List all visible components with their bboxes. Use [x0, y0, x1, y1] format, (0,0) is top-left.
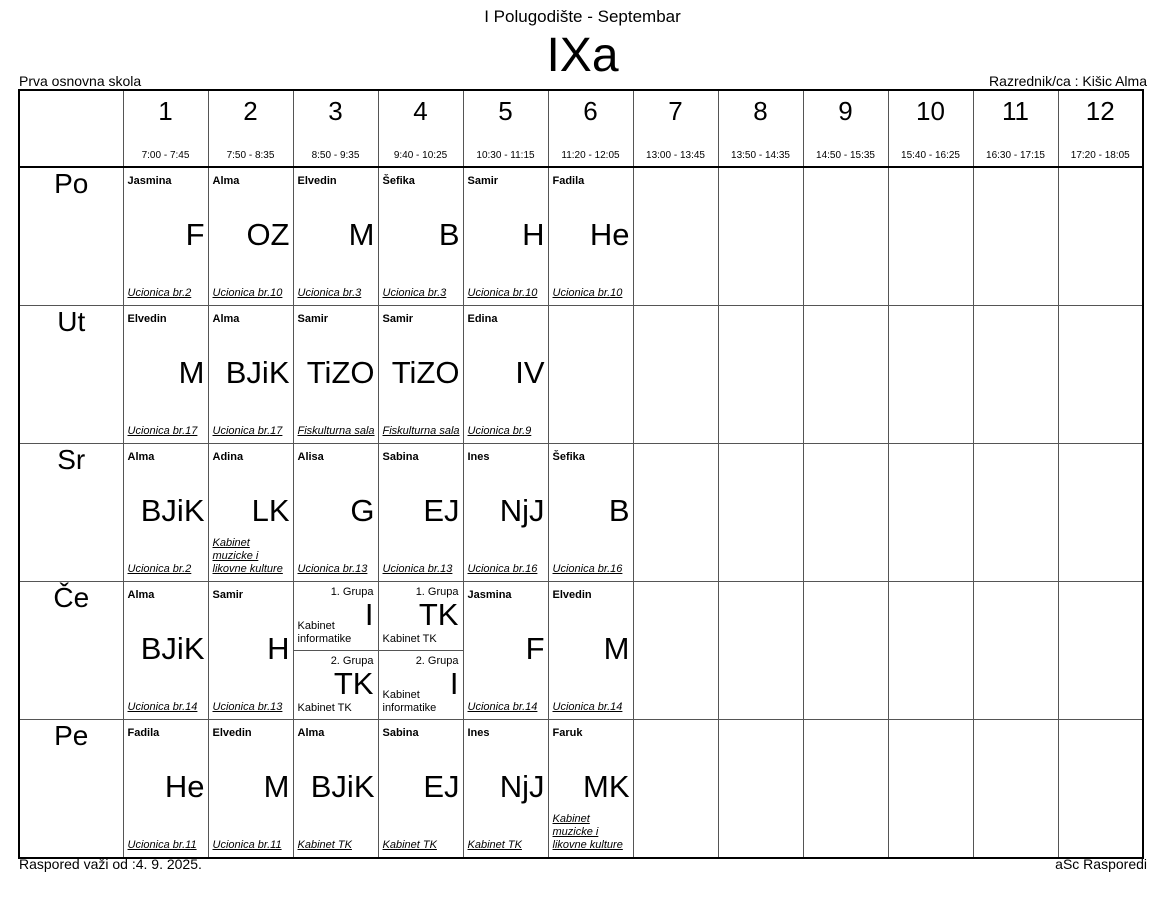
lesson [634, 168, 718, 305]
room-name: Kabinet informatike [297, 620, 352, 645]
subject-code: TK [333, 666, 374, 701]
subject-code: NjJ [499, 493, 545, 528]
lesson-cell [718, 582, 803, 720]
valid-from-note: Raspored važi od :4. 9. 2025. [19, 856, 202, 872]
lesson-cell [548, 306, 633, 444]
lesson [549, 168, 633, 305]
room-name: Kabinet TK [467, 839, 522, 851]
teacher-name: Edina [467, 313, 498, 325]
lesson-cell [803, 720, 888, 859]
lesson-cell [123, 167, 208, 306]
subject-code: EJ [423, 769, 460, 804]
room-name: Ucionica br.3 [297, 287, 362, 299]
day-label: Pe [19, 720, 123, 859]
teacher-name: Ines [467, 451, 490, 463]
subject-code: NjJ [499, 769, 545, 804]
period-number: 9 [838, 96, 853, 126]
period-time: 13:00 - 13:45 [646, 150, 705, 161]
room-name: Fiskulturna sala [297, 425, 375, 437]
room-name: Ucionica br.13 [382, 563, 453, 575]
lesson [889, 306, 973, 443]
lesson-cell [378, 306, 463, 444]
lesson-cell [293, 444, 378, 582]
room-name: Ucionica br.13 [212, 701, 283, 713]
subject-code: B [438, 217, 460, 252]
group-label: 2. Grupa [415, 655, 459, 667]
lesson [464, 168, 548, 305]
room-name: Ucionica br.9 [467, 425, 532, 437]
period-header [123, 90, 208, 167]
lesson-cell [1058, 167, 1143, 306]
room-name: Ucionica br.14 [467, 701, 538, 713]
lesson [464, 720, 548, 857]
subject-code: EJ [423, 493, 460, 528]
lesson-cell [463, 167, 548, 306]
lesson [634, 306, 718, 443]
group-label: 1. Grupa [330, 586, 374, 598]
subject-code: IV [515, 355, 545, 390]
room-name: Ucionica br.16 [552, 563, 623, 575]
lesson [804, 582, 888, 719]
lesson-cell [803, 306, 888, 444]
lesson-cell [973, 720, 1058, 859]
period-header [973, 90, 1058, 167]
period-header [1058, 90, 1143, 167]
subject-code: OZ [246, 217, 290, 252]
teacher-name: Adina [212, 451, 244, 463]
lesson [1059, 168, 1143, 305]
teacher-name: Elvedin [212, 727, 252, 739]
day-row [19, 167, 1143, 306]
room-name: Kabinet TK [382, 839, 437, 851]
lesson [974, 582, 1058, 719]
lesson [719, 582, 803, 719]
lesson [719, 444, 803, 581]
room-name: Ucionica br.14 [127, 701, 198, 713]
subject-code: F [185, 217, 205, 252]
teacher-name: Sabina [382, 451, 419, 463]
lesson [1059, 306, 1143, 443]
period-header [548, 90, 633, 167]
lesson-cell [548, 720, 633, 859]
lesson [124, 168, 208, 305]
day-label: Sr [19, 444, 123, 582]
lesson-cell [123, 720, 208, 859]
teacher-name: Samir [297, 313, 329, 325]
room-name: Fiskulturna sala [382, 425, 460, 437]
period-header [293, 90, 378, 167]
lesson [634, 720, 718, 857]
lesson-cell [548, 582, 633, 720]
lesson-cell [548, 167, 633, 306]
period-header [208, 90, 293, 167]
room-name: Kabinet informatike [382, 689, 437, 714]
lesson-cell [1058, 720, 1143, 859]
teacher-name: Šefika [382, 175, 415, 187]
lesson-cell [973, 306, 1058, 444]
lesson-cell [633, 306, 718, 444]
lesson [974, 444, 1058, 581]
teacher-name: Jasmina [127, 175, 172, 187]
lesson [889, 720, 973, 857]
subject-code: I [364, 597, 374, 632]
lesson-cell [378, 167, 463, 306]
teacher-name: Fadila [552, 175, 585, 187]
lesson-cell [378, 444, 463, 582]
lesson [974, 306, 1058, 443]
subject-code: LK [251, 493, 290, 528]
period-header [888, 90, 973, 167]
group-lesson [379, 651, 463, 719]
subject-code: He [589, 217, 630, 252]
lesson [804, 444, 888, 581]
period-time: 9:40 - 10:25 [393, 150, 448, 161]
lesson [209, 444, 293, 581]
school-name: Prva osnovna skola [19, 73, 142, 89]
lesson-cell [208, 582, 293, 720]
lesson-cell [633, 167, 718, 306]
period-time: 16:30 - 17:15 [986, 150, 1045, 161]
homeroom-teacher: Razrednik/ca : Kišic Alma [989, 73, 1147, 89]
teacher-name: Ines [467, 727, 490, 739]
period-number: 11 [1002, 96, 1029, 126]
subject-code: BJiK [140, 493, 205, 528]
group-lesson [379, 582, 463, 651]
teacher-name: Alma [297, 727, 325, 739]
period-number: 1 [158, 96, 173, 126]
period-header-row [19, 90, 1143, 167]
subject-code: H [522, 217, 545, 252]
subject-code: TiZO [306, 355, 375, 390]
lesson-cell [208, 444, 293, 582]
room-name: Kabinet muzicke i likovne kulture [212, 537, 283, 575]
subject-code: B [608, 493, 630, 528]
room-name: Ucionica br.10 [212, 287, 283, 299]
subject-code: MK [583, 769, 630, 804]
room-name: Ucionica br.10 [552, 287, 623, 299]
subject-code: G [350, 493, 375, 528]
day-row [19, 720, 1143, 859]
subject-code: BJiK [310, 769, 375, 804]
period-header [633, 90, 718, 167]
semester-title: I Polugodište - Septembar [484, 7, 681, 26]
teacher-name: Elvedin [127, 313, 167, 325]
lesson [1059, 720, 1143, 857]
period-number: 6 [583, 96, 598, 126]
lesson [889, 168, 973, 305]
group-label: 2. Grupa [330, 655, 374, 667]
teacher-name: Samir [382, 313, 414, 325]
group-label: 1. Grupa [415, 586, 459, 598]
period-number: 8 [753, 96, 768, 126]
lesson-cell [208, 167, 293, 306]
period-time: 17:20 - 18:05 [1070, 150, 1130, 161]
lesson [124, 306, 208, 443]
room-name: Ucionica br.3 [382, 287, 447, 299]
room-name: Kabinet TK [382, 633, 437, 645]
subject-code: M [263, 769, 290, 804]
day-label: Po [19, 167, 123, 306]
lesson-cell [888, 582, 973, 720]
lesson-cell [803, 167, 888, 306]
room-name: Ucionica br.14 [552, 701, 623, 713]
lesson-cell [123, 306, 208, 444]
lesson [804, 168, 888, 305]
subject-code: H [267, 631, 290, 666]
room-name: Kabinet TK [297, 839, 352, 851]
lesson-cell [123, 582, 208, 720]
lesson [209, 582, 293, 719]
lesson [719, 306, 803, 443]
lesson-cell [718, 720, 803, 859]
room-name: Ucionica br.17 [127, 425, 198, 437]
teacher-name: Faruk [552, 727, 583, 739]
teacher-name: Alma [127, 451, 155, 463]
lesson-cell [293, 167, 378, 306]
period-number: 7 [668, 96, 683, 126]
lesson [209, 306, 293, 443]
lesson-cell [293, 582, 378, 720]
period-time: 14:50 - 15:35 [816, 150, 875, 161]
period-header [463, 90, 548, 167]
lesson-cell [378, 582, 463, 720]
lesson-cell [463, 444, 548, 582]
subject-code: I [449, 666, 459, 701]
day-row [19, 444, 1143, 582]
lesson-cell [973, 582, 1058, 720]
teacher-name: Alisa [297, 451, 324, 463]
lesson-cell [1058, 582, 1143, 720]
period-number: 2 [243, 96, 258, 126]
room-name: Ucionica br.11 [212, 839, 282, 851]
teacher-name: Fadila [127, 727, 160, 739]
room-name: Ucionica br.2 [127, 287, 192, 299]
lesson [719, 720, 803, 857]
lesson-cell [888, 167, 973, 306]
subject-code: M [178, 355, 205, 390]
lesson [549, 582, 633, 719]
lesson-cell [208, 306, 293, 444]
lesson-cell [293, 720, 378, 859]
lesson-cell [888, 720, 973, 859]
lesson-cell [1058, 444, 1143, 582]
lesson-cell [463, 306, 548, 444]
subject-code: BJiK [225, 355, 290, 390]
lesson [889, 582, 973, 719]
room-name: Ucionica br.10 [467, 287, 538, 299]
teacher-name: Jasmina [467, 589, 512, 601]
room-name: Ucionica br.11 [127, 839, 197, 851]
lesson-cell [718, 306, 803, 444]
lesson-cell [633, 444, 718, 582]
period-header [718, 90, 803, 167]
lesson [124, 582, 208, 719]
software-brand: aSc Rasporedi [1055, 856, 1147, 872]
teacher-name: Alma [212, 313, 240, 325]
lesson-cell [123, 444, 208, 582]
teacher-name: Alma [212, 175, 240, 187]
lesson [1059, 444, 1143, 581]
lesson [379, 306, 463, 443]
lesson [124, 444, 208, 581]
lesson-cell [633, 720, 718, 859]
lesson [379, 444, 463, 581]
lesson [294, 444, 378, 581]
subject-code: M [348, 217, 375, 252]
lesson [464, 582, 548, 719]
period-time: 7:50 - 8:35 [226, 150, 275, 161]
period-number: 5 [498, 96, 513, 126]
period-time: 8:50 - 9:35 [311, 150, 360, 161]
lesson [549, 444, 633, 581]
lesson-cell [463, 582, 548, 720]
corner-cell [19, 90, 123, 167]
timetable [18, 89, 1144, 859]
lesson [974, 720, 1058, 857]
lesson-cell [293, 306, 378, 444]
teacher-name: Alma [127, 589, 155, 601]
lesson [379, 168, 463, 305]
group-lesson [294, 582, 378, 651]
group-lesson [294, 651, 378, 719]
lesson [294, 168, 378, 305]
period-header [803, 90, 888, 167]
lesson-cell [803, 444, 888, 582]
day-row [19, 306, 1143, 444]
lesson-cell [973, 444, 1058, 582]
lesson-cell [888, 306, 973, 444]
lesson-cell [463, 720, 548, 859]
lesson-cell [803, 582, 888, 720]
lesson-cell [718, 167, 803, 306]
period-time: 15:40 - 16:25 [901, 150, 960, 161]
lesson-cell [633, 582, 718, 720]
lesson [804, 306, 888, 443]
period-time: 13:50 - 14:35 [731, 150, 790, 161]
lesson [209, 168, 293, 305]
teacher-name: Elvedin [297, 175, 337, 187]
subject-code: BJiK [140, 631, 205, 666]
lesson [294, 306, 378, 443]
room-name: Kabinet TK [297, 702, 352, 714]
lesson [379, 720, 463, 857]
teacher-name: Elvedin [552, 589, 592, 601]
lesson [294, 720, 378, 857]
lesson [549, 306, 633, 443]
lesson [209, 720, 293, 857]
lesson [719, 168, 803, 305]
day-label: Ut [19, 306, 123, 444]
timetable-body [19, 167, 1143, 858]
period-header [378, 90, 463, 167]
room-name: Ucionica br.17 [212, 425, 283, 437]
period-number: 3 [328, 96, 343, 126]
room-name: Ucionica br.16 [467, 563, 538, 575]
teacher-name: Sabina [382, 727, 419, 739]
subject-code: M [603, 631, 630, 666]
lesson-cell [208, 720, 293, 859]
lesson [464, 306, 548, 443]
subject-code: F [525, 631, 545, 666]
period-number: 12 [1085, 96, 1115, 126]
lesson [974, 168, 1058, 305]
period-number: 10 [916, 96, 945, 126]
lesson-cell [1058, 306, 1143, 444]
lesson-cell [888, 444, 973, 582]
lesson [124, 720, 208, 857]
day-label: Če [19, 582, 123, 720]
period-time: 7:00 - 7:45 [141, 150, 190, 161]
lesson [464, 444, 548, 581]
lesson [634, 582, 718, 719]
day-row [19, 582, 1143, 720]
lesson [634, 444, 718, 581]
subject-code: He [164, 769, 205, 804]
class-name: IXa [546, 29, 619, 82]
room-name: Kabinet muzicke i likovne kulture [552, 813, 623, 851]
teacher-name: Šefika [552, 451, 585, 463]
period-time: 11:20 - 12:05 [561, 150, 620, 161]
period-number: 4 [413, 96, 428, 126]
lesson-cell [378, 720, 463, 859]
lesson [804, 720, 888, 857]
lesson [1059, 582, 1143, 719]
subject-code: TiZO [391, 355, 460, 390]
teacher-name: Samir [467, 175, 499, 187]
lesson [889, 444, 973, 581]
period-time: 10:30 - 11:15 [476, 150, 535, 161]
room-name: Ucionica br.2 [127, 563, 192, 575]
lesson-cell [548, 444, 633, 582]
lesson-cell [718, 444, 803, 582]
room-name: Ucionica br.13 [297, 563, 368, 575]
subject-code: TK [418, 597, 459, 632]
teacher-name: Samir [212, 589, 244, 601]
lesson-cell [973, 167, 1058, 306]
lesson [549, 720, 633, 857]
